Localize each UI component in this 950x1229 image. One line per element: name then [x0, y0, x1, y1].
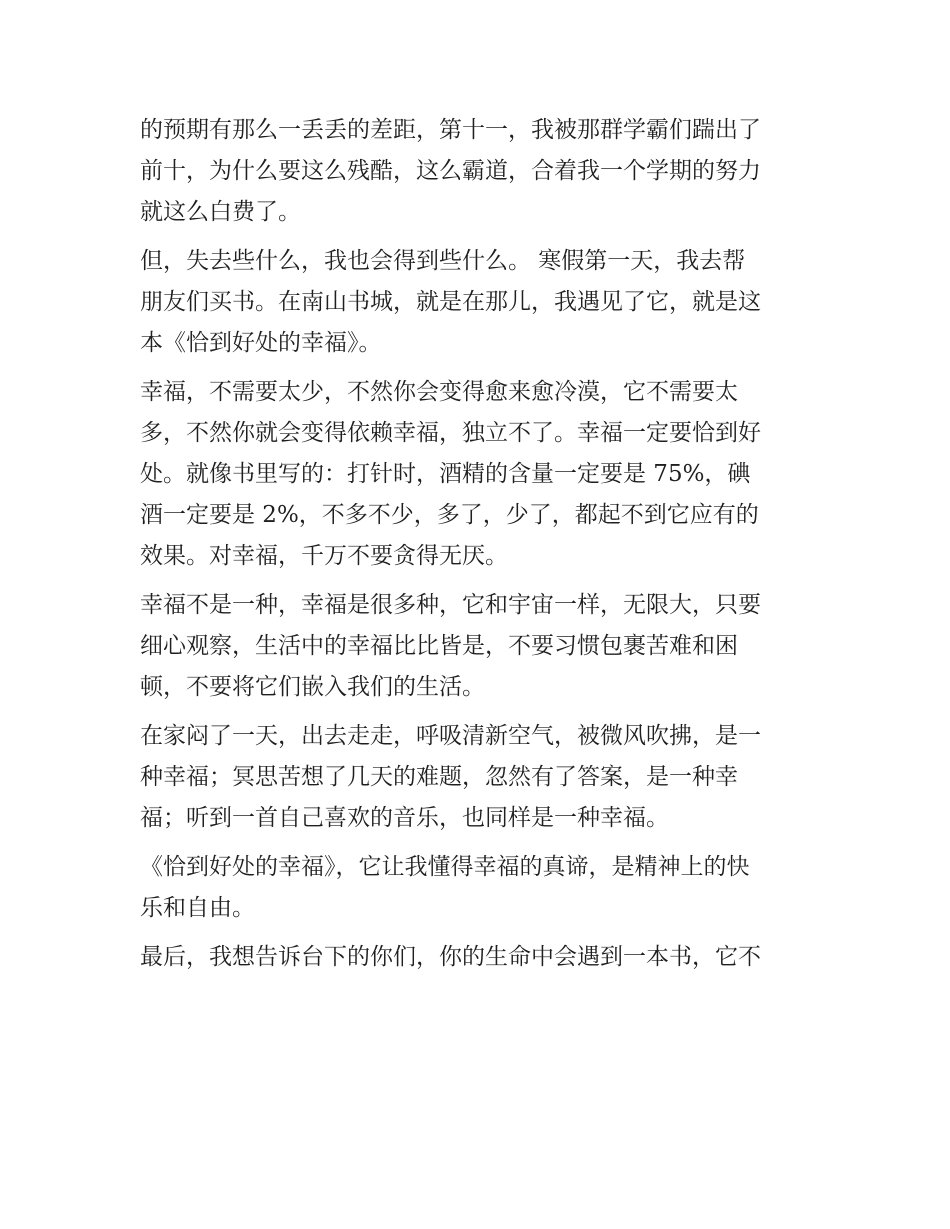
text-line: 处。就像书里写的：打针时，酒精的含量一定要是 75%，碘 — [140, 461, 751, 487]
text-line: 在家闷了一天，出去走走，呼吸清新空气，被微风吹拂，是一 — [140, 723, 761, 749]
text-line: 幸福，不需要太少，不然你会变得愈来愈冷漠，它不需要太 — [140, 379, 738, 405]
text-line: 朋友们买书。在南山书城，就是在那儿，我遇见了它，就是这 — [140, 289, 761, 315]
text-line: 本《恰到好处的幸福》。 — [140, 330, 382, 356]
text-line: 幸福不是一种，幸福是很多种，它和宇宙一样，无限大，只要 — [140, 592, 761, 618]
text-line: 最后，我想告诉台下的你们，你的生命中会遇到一本书，它不 — [140, 944, 761, 970]
text-line: 但，失去些什么，我也会得到些什么。 寒假第一天，我去帮 — [140, 248, 746, 274]
text-line: 福；听到一首自己喜欢的音乐，也同样是一种幸福。 — [140, 805, 669, 831]
text-line: 细心观察，生活中的幸福比比皆是，不要习惯包裹苦难和困 — [140, 633, 738, 659]
text-line: 的预期有那么一丢丢的差距，第十一，我被那群学霸们踹出了 — [140, 117, 761, 143]
text-line: 效果。对幸福，千万不要贪得无厌。 — [140, 543, 508, 569]
text-line: 多，不然你就会变得依赖幸福，独立不了。幸福一定要恰到好 — [140, 420, 761, 446]
text-line: 前十，为什么要这么残酷，这么霸道，合着我一个学期的努力 — [140, 158, 761, 184]
text-line: 顿，不要将它们嵌入我们的生活。 — [140, 674, 485, 700]
text-line: 种幸福；冥思苦想了几天的难题，忽然有了答案，是一种幸 — [140, 764, 738, 790]
text-line: 乐和自由。 — [140, 895, 255, 921]
text-line: 《恰到好处的幸福》，它让我懂得幸福的真谛，是精神上的快 — [140, 854, 750, 880]
document-body-text — [140, 110, 830, 978]
text-line: 就这么白费了。 — [140, 199, 301, 225]
text-line: 酒一定要是 2%，不多不少，多了，少了，都起不到它应有的 — [140, 502, 759, 528]
